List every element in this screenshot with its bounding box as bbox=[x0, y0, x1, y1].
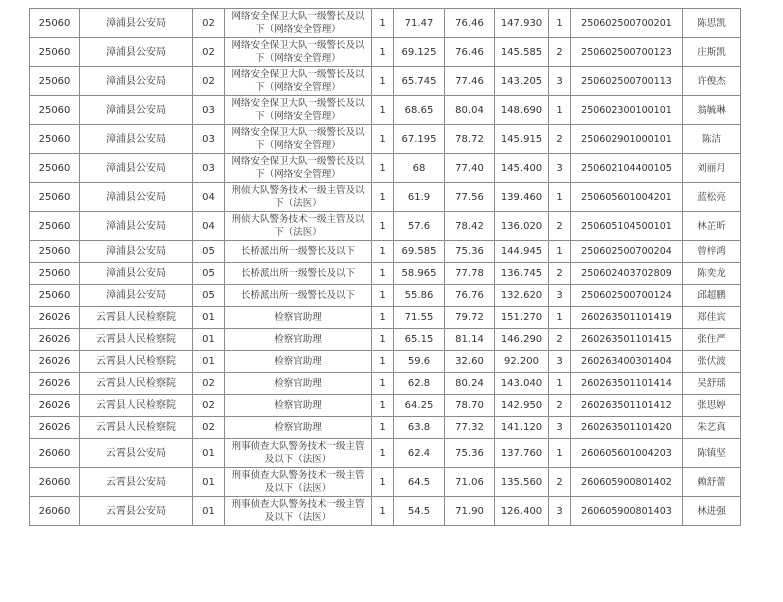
unit-code-cell: 25060 bbox=[30, 96, 80, 125]
unit-name-cell: 漳浦县公安局 bbox=[80, 285, 193, 307]
position-name-cell: 刑侦大队警务技术一级主管及以下（法医） bbox=[225, 212, 372, 241]
candidate-name-cell: 曾梓鸿 bbox=[683, 241, 741, 263]
written-score-cell: 65.15 bbox=[394, 329, 445, 351]
interview-score-cell: 78.42 bbox=[445, 212, 495, 241]
unit-name-cell: 漳浦县公安局 bbox=[80, 263, 193, 285]
interview-score-cell: 77.56 bbox=[445, 183, 495, 212]
unit-code-cell: 25060 bbox=[30, 263, 80, 285]
table-row bbox=[30, 212, 741, 241]
position-name-cell: 检察官助理 bbox=[225, 373, 372, 395]
hire-count-cell: 1 bbox=[372, 307, 394, 329]
job-code-cell: 03 bbox=[193, 96, 225, 125]
unit-code-cell: 25060 bbox=[30, 154, 80, 183]
total-score-cell: 143.040 bbox=[495, 373, 549, 395]
position-name-cell: 长桥派出所一级警长及以下 bbox=[225, 285, 372, 307]
interview-score-cell: 78.70 bbox=[445, 395, 495, 417]
admission-ticket-cell: 260263501101414 bbox=[571, 373, 683, 395]
admission-ticket-cell: 250602901000101 bbox=[571, 125, 683, 154]
admission-ticket-cell: 250605104500101 bbox=[571, 212, 683, 241]
written-score-cell: 68.65 bbox=[394, 96, 445, 125]
unit-name-cell: 漳浦县公安局 bbox=[80, 67, 193, 96]
job-code-cell: 01 bbox=[193, 497, 225, 526]
job-code-cell: 04 bbox=[193, 183, 225, 212]
candidate-name-cell: 蓝松亮 bbox=[683, 183, 741, 212]
unit-code-cell: 25060 bbox=[30, 285, 80, 307]
results-table-body bbox=[30, 9, 741, 526]
interview-score-cell: 32.60 bbox=[445, 351, 495, 373]
hire-count-cell: 1 bbox=[372, 417, 394, 439]
total-score-cell: 146.290 bbox=[495, 329, 549, 351]
rank-cell: 2 bbox=[549, 468, 571, 497]
job-code-cell: 05 bbox=[193, 263, 225, 285]
position-name-cell: 长桥派出所一级警长及以下 bbox=[225, 263, 372, 285]
rank-cell: 3 bbox=[549, 351, 571, 373]
job-code-cell: 05 bbox=[193, 285, 225, 307]
hire-count-cell: 1 bbox=[372, 183, 394, 212]
rank-cell: 3 bbox=[549, 154, 571, 183]
rank-cell: 1 bbox=[549, 183, 571, 212]
rank-cell: 3 bbox=[549, 285, 571, 307]
rank-cell: 1 bbox=[549, 241, 571, 263]
written-score-cell: 59.6 bbox=[394, 351, 445, 373]
position-name-cell: 网络安全保卫大队一级警长及以下（网络安全管理） bbox=[225, 67, 372, 96]
admission-ticket-cell: 260263501101415 bbox=[571, 329, 683, 351]
candidate-name-cell: 吴舒瑶 bbox=[683, 373, 741, 395]
total-score-cell: 139.460 bbox=[495, 183, 549, 212]
job-code-cell: 03 bbox=[193, 154, 225, 183]
candidate-name-cell: 赖舒蕾 bbox=[683, 468, 741, 497]
candidate-name-cell: 陈洁 bbox=[683, 125, 741, 154]
unit-name-cell: 云霄县公安局 bbox=[80, 497, 193, 526]
unit-code-cell: 25060 bbox=[30, 38, 80, 67]
admission-ticket-cell: 250605601004201 bbox=[571, 183, 683, 212]
table-row bbox=[30, 241, 741, 263]
unit-name-cell: 漳浦县公安局 bbox=[80, 154, 193, 183]
job-code-cell: 01 bbox=[193, 439, 225, 468]
unit-code-cell: 25060 bbox=[30, 9, 80, 38]
job-code-cell: 02 bbox=[193, 67, 225, 96]
total-score-cell: 145.400 bbox=[495, 154, 549, 183]
unit-code-cell: 26026 bbox=[30, 329, 80, 351]
position-name-cell: 刑事侦查大队警务技术一级主管及以下（法医） bbox=[225, 468, 372, 497]
rank-cell: 2 bbox=[549, 212, 571, 241]
written-score-cell: 67.195 bbox=[394, 125, 445, 154]
written-score-cell: 71.55 bbox=[394, 307, 445, 329]
total-score-cell: 92.200 bbox=[495, 351, 549, 373]
written-score-cell: 61.9 bbox=[394, 183, 445, 212]
admission-ticket-cell: 260605900801402 bbox=[571, 468, 683, 497]
job-code-cell: 02 bbox=[193, 38, 225, 67]
interview-score-cell: 78.72 bbox=[445, 125, 495, 154]
total-score-cell: 136.020 bbox=[495, 212, 549, 241]
hire-count-cell: 1 bbox=[372, 497, 394, 526]
interview-score-cell: 77.46 bbox=[445, 67, 495, 96]
unit-code-cell: 25060 bbox=[30, 125, 80, 154]
written-score-cell: 71.47 bbox=[394, 9, 445, 38]
rank-cell: 2 bbox=[549, 329, 571, 351]
unit-code-cell: 25060 bbox=[30, 241, 80, 263]
admission-ticket-cell: 250602500700123 bbox=[571, 38, 683, 67]
candidate-name-cell: 郑佳宾 bbox=[683, 307, 741, 329]
rank-cell: 2 bbox=[549, 38, 571, 67]
position-name-cell: 网络安全保卫大队一级警长及以下（网络安全管理） bbox=[225, 125, 372, 154]
position-name-cell: 刑事侦查大队警务技术一级主管及以下（法医） bbox=[225, 439, 372, 468]
table-row bbox=[30, 395, 741, 417]
written-score-cell: 54.5 bbox=[394, 497, 445, 526]
table-row bbox=[30, 417, 741, 439]
unit-name-cell: 云霄县人民检察院 bbox=[80, 417, 193, 439]
admission-ticket-cell: 260605900801403 bbox=[571, 497, 683, 526]
rank-cell: 3 bbox=[549, 417, 571, 439]
unit-code-cell: 25060 bbox=[30, 67, 80, 96]
position-name-cell: 检察官助理 bbox=[225, 351, 372, 373]
position-name-cell: 网络安全保卫大队一级警长及以下（网络安全管理） bbox=[225, 96, 372, 125]
candidate-name-cell: 朱艺真 bbox=[683, 417, 741, 439]
total-score-cell: 145.585 bbox=[495, 38, 549, 67]
interview-score-cell: 80.24 bbox=[445, 373, 495, 395]
interview-score-cell: 76.76 bbox=[445, 285, 495, 307]
job-code-cell: 05 bbox=[193, 241, 225, 263]
hire-count-cell: 1 bbox=[372, 285, 394, 307]
candidate-name-cell: 翁毓琳 bbox=[683, 96, 741, 125]
candidate-name-cell: 林进强 bbox=[683, 497, 741, 526]
position-name-cell: 检察官助理 bbox=[225, 395, 372, 417]
hire-count-cell: 1 bbox=[372, 439, 394, 468]
table-row bbox=[30, 125, 741, 154]
total-score-cell: 143.205 bbox=[495, 67, 549, 96]
written-score-cell: 65.745 bbox=[394, 67, 445, 96]
table-row bbox=[30, 468, 741, 497]
unit-code-cell: 26026 bbox=[30, 351, 80, 373]
unit-code-cell: 26060 bbox=[30, 497, 80, 526]
position-name-cell: 检察官助理 bbox=[225, 307, 372, 329]
total-score-cell: 147.930 bbox=[495, 9, 549, 38]
interview-score-cell: 80.04 bbox=[445, 96, 495, 125]
hire-count-cell: 1 bbox=[372, 154, 394, 183]
table-row bbox=[30, 307, 741, 329]
rank-cell: 2 bbox=[549, 395, 571, 417]
candidate-name-cell: 陈思凯 bbox=[683, 9, 741, 38]
unit-name-cell: 云霄县人民检察院 bbox=[80, 307, 193, 329]
total-score-cell: 137.760 bbox=[495, 439, 549, 468]
rank-cell: 1 bbox=[549, 373, 571, 395]
position-name-cell: 长桥派出所一级警长及以下 bbox=[225, 241, 372, 263]
rank-cell: 2 bbox=[549, 125, 571, 154]
table-row bbox=[30, 9, 741, 38]
hire-count-cell: 1 bbox=[372, 96, 394, 125]
position-name-cell: 网络安全保卫大队一级警长及以下（网络安全管理） bbox=[225, 38, 372, 67]
unit-code-cell: 26060 bbox=[30, 439, 80, 468]
written-score-cell: 55.86 bbox=[394, 285, 445, 307]
candidate-name-cell: 张伏波 bbox=[683, 351, 741, 373]
written-score-cell: 64.5 bbox=[394, 468, 445, 497]
interview-score-cell: 77.78 bbox=[445, 263, 495, 285]
admission-ticket-cell: 260605601004203 bbox=[571, 439, 683, 468]
table-row bbox=[30, 373, 741, 395]
unit-name-cell: 漳浦县公安局 bbox=[80, 212, 193, 241]
candidate-name-cell: 张住严 bbox=[683, 329, 741, 351]
admission-ticket-cell: 250602403702809 bbox=[571, 263, 683, 285]
interview-score-cell: 79.72 bbox=[445, 307, 495, 329]
unit-code-cell: 25060 bbox=[30, 183, 80, 212]
candidate-name-cell: 陈奕龙 bbox=[683, 263, 741, 285]
rank-cell: 1 bbox=[549, 96, 571, 125]
job-code-cell: 03 bbox=[193, 125, 225, 154]
unit-name-cell: 漳浦县公安局 bbox=[80, 183, 193, 212]
results-table bbox=[29, 8, 741, 526]
total-score-cell: 142.950 bbox=[495, 395, 549, 417]
table-row bbox=[30, 351, 741, 373]
job-code-cell: 02 bbox=[193, 9, 225, 38]
hire-count-cell: 1 bbox=[372, 212, 394, 241]
admission-ticket-cell: 260263501101420 bbox=[571, 417, 683, 439]
job-code-cell: 04 bbox=[193, 212, 225, 241]
unit-code-cell: 26026 bbox=[30, 395, 80, 417]
hire-count-cell: 1 bbox=[372, 9, 394, 38]
position-name-cell: 检察官助理 bbox=[225, 417, 372, 439]
admission-ticket-cell: 260263501101419 bbox=[571, 307, 683, 329]
written-score-cell: 57.6 bbox=[394, 212, 445, 241]
admission-ticket-cell: 250602104400105 bbox=[571, 154, 683, 183]
rank-cell: 1 bbox=[549, 307, 571, 329]
unit-name-cell: 云霄县公安局 bbox=[80, 439, 193, 468]
hire-count-cell: 1 bbox=[372, 395, 394, 417]
table-row bbox=[30, 439, 741, 468]
job-code-cell: 01 bbox=[193, 468, 225, 497]
admission-ticket-cell: 250602500700204 bbox=[571, 241, 683, 263]
admission-ticket-cell: 250602300100101 bbox=[571, 96, 683, 125]
job-code-cell: 02 bbox=[193, 417, 225, 439]
candidate-name-cell: 庄斯凯 bbox=[683, 38, 741, 67]
admission-ticket-cell: 260263400301404 bbox=[571, 351, 683, 373]
job-code-cell: 02 bbox=[193, 373, 225, 395]
candidate-name-cell: 刘丽月 bbox=[683, 154, 741, 183]
position-name-cell: 网络安全保卫大队一级警长及以下（网络安全管理） bbox=[225, 9, 372, 38]
job-code-cell: 01 bbox=[193, 307, 225, 329]
written-score-cell: 62.8 bbox=[394, 373, 445, 395]
written-score-cell: 69.125 bbox=[394, 38, 445, 67]
position-name-cell: 检察官助理 bbox=[225, 329, 372, 351]
unit-code-cell: 26026 bbox=[30, 307, 80, 329]
admission-ticket-cell: 260263501101412 bbox=[571, 395, 683, 417]
interview-score-cell: 81.14 bbox=[445, 329, 495, 351]
candidate-name-cell: 张思婷 bbox=[683, 395, 741, 417]
written-score-cell: 69.585 bbox=[394, 241, 445, 263]
hire-count-cell: 1 bbox=[372, 373, 394, 395]
interview-score-cell: 75.36 bbox=[445, 241, 495, 263]
hire-count-cell: 1 bbox=[372, 241, 394, 263]
table-row bbox=[30, 183, 741, 212]
hire-count-cell: 1 bbox=[372, 351, 394, 373]
unit-name-cell: 云霄县人民检察院 bbox=[80, 351, 193, 373]
table-row bbox=[30, 285, 741, 307]
unit-name-cell: 漳浦县公安局 bbox=[80, 38, 193, 67]
candidate-name-cell: 林芷昕 bbox=[683, 212, 741, 241]
unit-name-cell: 云霄县公安局 bbox=[80, 468, 193, 497]
hire-count-cell: 1 bbox=[372, 67, 394, 96]
admission-ticket-cell: 250602500700113 bbox=[571, 67, 683, 96]
interview-score-cell: 71.90 bbox=[445, 497, 495, 526]
unit-code-cell: 26026 bbox=[30, 373, 80, 395]
rank-cell: 3 bbox=[549, 497, 571, 526]
interview-score-cell: 77.32 bbox=[445, 417, 495, 439]
unit-name-cell: 漳浦县公安局 bbox=[80, 241, 193, 263]
hire-count-cell: 1 bbox=[372, 125, 394, 154]
unit-code-cell: 25060 bbox=[30, 212, 80, 241]
candidate-name-cell: 邱超鹏 bbox=[683, 285, 741, 307]
written-score-cell: 63.8 bbox=[394, 417, 445, 439]
candidate-name-cell: 许俊杰 bbox=[683, 67, 741, 96]
total-score-cell: 145.915 bbox=[495, 125, 549, 154]
total-score-cell: 144.945 bbox=[495, 241, 549, 263]
hire-count-cell: 1 bbox=[372, 329, 394, 351]
admission-ticket-cell: 250602500700201 bbox=[571, 9, 683, 38]
total-score-cell: 141.120 bbox=[495, 417, 549, 439]
candidate-name-cell: 陈镇坚 bbox=[683, 439, 741, 468]
table-row bbox=[30, 67, 741, 96]
written-score-cell: 62.4 bbox=[394, 439, 445, 468]
job-code-cell: 01 bbox=[193, 351, 225, 373]
position-name-cell: 刑侦大队警务技术一级主管及以下（法医） bbox=[225, 183, 372, 212]
hire-count-cell: 1 bbox=[372, 468, 394, 497]
total-score-cell: 132.620 bbox=[495, 285, 549, 307]
unit-name-cell: 云霄县人民检察院 bbox=[80, 373, 193, 395]
unit-name-cell: 漳浦县公安局 bbox=[80, 125, 193, 154]
position-name-cell: 网络安全保卫大队一级警长及以下（网络安全管理） bbox=[225, 154, 372, 183]
table-row bbox=[30, 38, 741, 67]
job-code-cell: 01 bbox=[193, 329, 225, 351]
table-row bbox=[30, 263, 741, 285]
written-score-cell: 68 bbox=[394, 154, 445, 183]
table-row bbox=[30, 329, 741, 351]
unit-name-cell: 漳浦县公安局 bbox=[80, 9, 193, 38]
unit-code-cell: 26026 bbox=[30, 417, 80, 439]
unit-code-cell: 26060 bbox=[30, 468, 80, 497]
rank-cell: 2 bbox=[549, 263, 571, 285]
total-score-cell: 126.400 bbox=[495, 497, 549, 526]
interview-score-cell: 75.36 bbox=[445, 439, 495, 468]
unit-name-cell: 云霄县人民检察院 bbox=[80, 395, 193, 417]
rank-cell: 1 bbox=[549, 9, 571, 38]
rank-cell: 3 bbox=[549, 67, 571, 96]
position-name-cell: 刑事侦查大队警务技术一级主管及以下（法医） bbox=[225, 497, 372, 526]
total-score-cell: 136.745 bbox=[495, 263, 549, 285]
written-score-cell: 64.25 bbox=[394, 395, 445, 417]
total-score-cell: 148.690 bbox=[495, 96, 549, 125]
total-score-cell: 151.270 bbox=[495, 307, 549, 329]
admission-ticket-cell: 250602500700124 bbox=[571, 285, 683, 307]
written-score-cell: 58.965 bbox=[394, 263, 445, 285]
total-score-cell: 135.560 bbox=[495, 468, 549, 497]
interview-score-cell: 76.46 bbox=[445, 38, 495, 67]
rank-cell: 1 bbox=[549, 439, 571, 468]
interview-score-cell: 76.46 bbox=[445, 9, 495, 38]
table-row bbox=[30, 96, 741, 125]
table-row bbox=[30, 154, 741, 183]
table-row bbox=[30, 497, 741, 526]
unit-name-cell: 云霄县人民检察院 bbox=[80, 329, 193, 351]
interview-score-cell: 77.40 bbox=[445, 154, 495, 183]
interview-score-cell: 71.06 bbox=[445, 468, 495, 497]
hire-count-cell: 1 bbox=[372, 38, 394, 67]
hire-count-cell: 1 bbox=[372, 263, 394, 285]
unit-name-cell: 漳浦县公安局 bbox=[80, 96, 193, 125]
job-code-cell: 02 bbox=[193, 395, 225, 417]
